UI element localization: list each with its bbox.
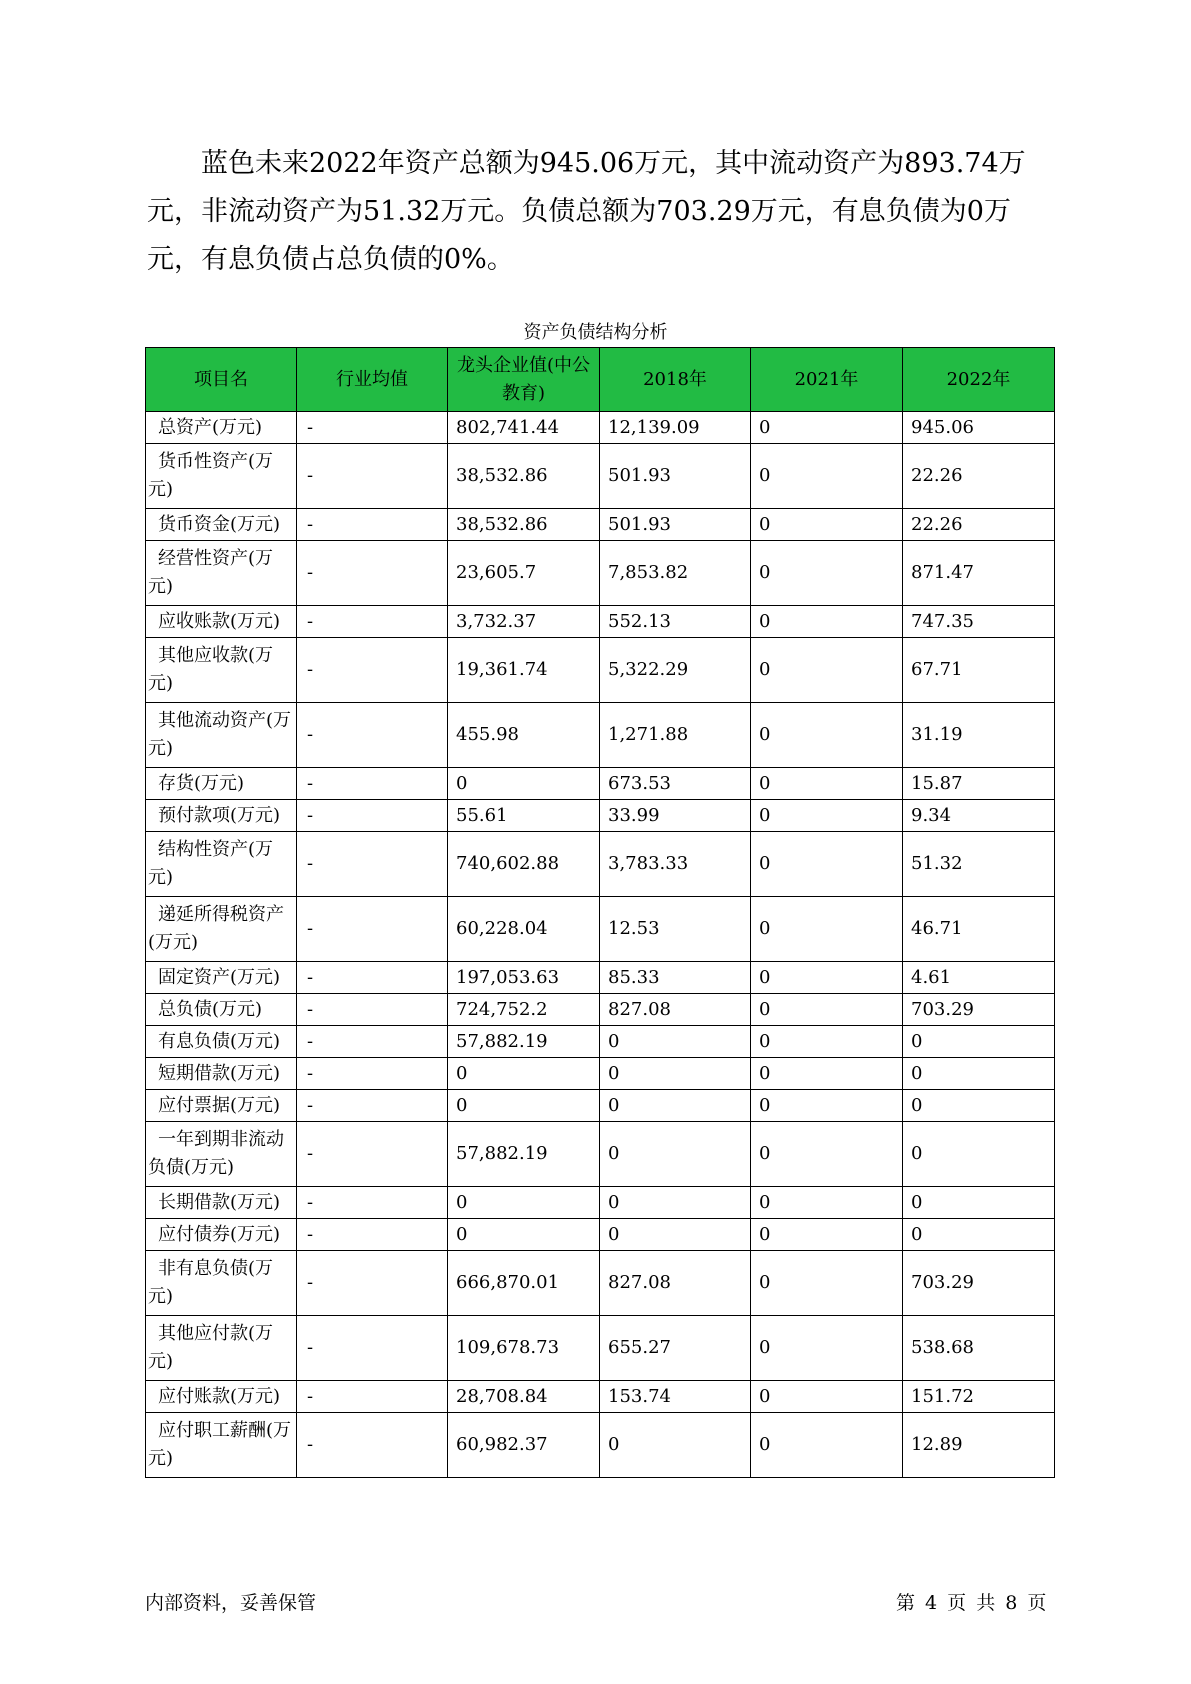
row-label: 货币资金(万元) — [146, 509, 297, 541]
industry-average-cell: - — [297, 638, 448, 703]
value-2022-cell: 22.26 — [903, 509, 1055, 541]
table-row — [146, 962, 1055, 994]
value-2022-cell: 0 — [903, 1090, 1055, 1122]
leader-value-cell: 666,870.01 — [448, 1251, 600, 1316]
table-body — [146, 412, 1055, 1478]
row-label: 其他流动资产(万元) — [146, 703, 297, 768]
footer-page-number: 第 4 页 共 8 页 — [896, 1592, 1047, 1614]
leader-value-cell: 57,882.19 — [448, 1122, 600, 1187]
leader-value-cell: 55.61 — [448, 800, 600, 832]
industry-average-cell: - — [297, 1058, 448, 1090]
industry-average-cell: - — [297, 444, 448, 509]
value-2021-cell: 0 — [751, 800, 903, 832]
leader-value-cell: 0 — [448, 1090, 600, 1122]
industry-average-cell: - — [297, 897, 448, 962]
value-2018-cell: 0 — [600, 1219, 751, 1251]
value-2018-cell: 655.27 — [600, 1316, 751, 1381]
value-2022-cell: 0 — [903, 1187, 1055, 1219]
value-2018-cell: 0 — [600, 1187, 751, 1219]
leader-value-cell: 0 — [448, 1219, 600, 1251]
industry-average-cell: - — [297, 994, 448, 1026]
value-2022-cell: 871.47 — [903, 541, 1055, 606]
value-2018-cell: 7,853.82 — [600, 541, 751, 606]
value-2021-cell: 0 — [751, 897, 903, 962]
value-2021-cell: 0 — [751, 412, 903, 444]
value-2018-cell: 1,271.88 — [600, 703, 751, 768]
row-label: 应付职工薪酬(万元) — [146, 1413, 297, 1478]
value-2022-cell: 151.72 — [903, 1381, 1055, 1413]
row-label: 应付票据(万元) — [146, 1090, 297, 1122]
row-label: 货币性资产(万元) — [146, 444, 297, 509]
header-leader-value: 龙头企业值(中公教育) — [448, 348, 600, 412]
header-year-2018: 2018年 — [600, 348, 751, 412]
value-2018-cell: 12,139.09 — [600, 412, 751, 444]
leader-value-cell: 3,732.37 — [448, 606, 600, 638]
value-2021-cell: 0 — [751, 509, 903, 541]
header-item-name: 项目名 — [146, 348, 297, 412]
leader-value-cell: 38,532.86 — [448, 509, 600, 541]
industry-average-cell: - — [297, 1251, 448, 1316]
value-2018-cell: 12.53 — [600, 897, 751, 962]
value-2022-cell: 0 — [903, 1026, 1055, 1058]
row-label: 其他应付款(万元) — [146, 1316, 297, 1381]
value-2021-cell: 0 — [751, 1381, 903, 1413]
footer-confidential-note: 内部资料，妥善保管 — [145, 1592, 317, 1614]
leader-value-cell: 38,532.86 — [448, 444, 600, 509]
header-year-2022: 2022年 — [903, 348, 1055, 412]
value-2018-cell: 0 — [600, 1413, 751, 1478]
table-row — [146, 1090, 1055, 1122]
leader-value-cell: 0 — [448, 1187, 600, 1219]
value-2022-cell: 0 — [903, 1219, 1055, 1251]
industry-average-cell: - — [297, 509, 448, 541]
balance-sheet-table — [145, 347, 1055, 1478]
table-row — [146, 1122, 1055, 1187]
value-2018-cell: 0 — [600, 1090, 751, 1122]
value-2021-cell: 0 — [751, 703, 903, 768]
leader-value-cell: 60,982.37 — [448, 1413, 600, 1478]
value-2021-cell: 0 — [751, 1122, 903, 1187]
value-2021-cell: 0 — [751, 1058, 903, 1090]
leader-value-cell: 109,678.73 — [448, 1316, 600, 1381]
value-2018-cell: 85.33 — [600, 962, 751, 994]
value-2018-cell: 827.08 — [600, 994, 751, 1026]
row-label: 短期借款(万元) — [146, 1058, 297, 1090]
industry-average-cell: - — [297, 703, 448, 768]
value-2018-cell: 3,783.33 — [600, 832, 751, 897]
value-2021-cell: 0 — [751, 962, 903, 994]
value-2021-cell: 0 — [751, 1413, 903, 1478]
table-row — [146, 1219, 1055, 1251]
summary-paragraph: 蓝色未来2022年资产总额为945.06万元，其中流动资产为893.74万元，非流动资产为51.32万元。负债总额为703.29万元，有息负债为0万元，有息负债占总负债的0%。 — [147, 148, 1026, 275]
leader-value-cell: 802,741.44 — [448, 412, 600, 444]
leader-value-cell: 19,361.74 — [448, 638, 600, 703]
table-row — [146, 832, 1055, 897]
row-label: 长期借款(万元) — [146, 1187, 297, 1219]
value-2022-cell: 945.06 — [903, 412, 1055, 444]
table-row — [146, 412, 1055, 444]
leader-value-cell: 57,882.19 — [448, 1026, 600, 1058]
value-2021-cell: 0 — [751, 1187, 903, 1219]
row-label: 存货(万元) — [146, 768, 297, 800]
value-2018-cell: 153.74 — [600, 1381, 751, 1413]
table-row — [146, 897, 1055, 962]
value-2018-cell: 0 — [600, 1122, 751, 1187]
value-2018-cell: 0 — [600, 1026, 751, 1058]
table-row — [146, 1251, 1055, 1316]
industry-average-cell: - — [297, 800, 448, 832]
row-label: 有息负债(万元) — [146, 1026, 297, 1058]
row-label: 应付债券(万元) — [146, 1219, 297, 1251]
table-row — [146, 768, 1055, 800]
row-label: 一年到期非流动负债(万元) — [146, 1122, 297, 1187]
table-row — [146, 444, 1055, 509]
value-2021-cell: 0 — [751, 1090, 903, 1122]
industry-average-cell: - — [297, 412, 448, 444]
row-label: 经营性资产(万元) — [146, 541, 297, 606]
leader-value-cell: 455.98 — [448, 703, 600, 768]
value-2022-cell: 12.89 — [903, 1413, 1055, 1478]
table-row — [146, 541, 1055, 606]
value-2021-cell: 0 — [751, 1316, 903, 1381]
row-label: 递延所得税资产(万元) — [146, 897, 297, 962]
value-2021-cell: 0 — [751, 1219, 903, 1251]
value-2018-cell: 827.08 — [600, 1251, 751, 1316]
value-2022-cell: 703.29 — [903, 994, 1055, 1026]
table-row — [146, 703, 1055, 768]
value-2018-cell: 0 — [600, 1058, 751, 1090]
table-row — [146, 606, 1055, 638]
value-2018-cell: 5,322.29 — [600, 638, 751, 703]
value-2021-cell: 0 — [751, 541, 903, 606]
value-2018-cell: 552.13 — [600, 606, 751, 638]
value-2021-cell: 0 — [751, 1251, 903, 1316]
value-2018-cell: 33.99 — [600, 800, 751, 832]
value-2018-cell: 501.93 — [600, 509, 751, 541]
industry-average-cell: - — [297, 1187, 448, 1219]
table-row — [146, 1413, 1055, 1478]
industry-average-cell: - — [297, 1026, 448, 1058]
industry-average-cell: - — [297, 1219, 448, 1251]
header-industry-average: 行业均值 — [297, 348, 448, 412]
value-2018-cell: 501.93 — [600, 444, 751, 509]
value-2022-cell: 9.34 — [903, 800, 1055, 832]
value-2022-cell: 51.32 — [903, 832, 1055, 897]
industry-average-cell: - — [297, 1316, 448, 1381]
leader-value-cell: 0 — [448, 1058, 600, 1090]
value-2021-cell: 0 — [751, 832, 903, 897]
value-2018-cell: 673.53 — [600, 768, 751, 800]
industry-average-cell: - — [297, 1122, 448, 1187]
value-2022-cell: 4.61 — [903, 962, 1055, 994]
row-label: 应收账款(万元) — [146, 606, 297, 638]
value-2021-cell: 0 — [751, 606, 903, 638]
leader-value-cell: 740,602.88 — [448, 832, 600, 897]
value-2021-cell: 0 — [751, 768, 903, 800]
industry-average-cell: - — [297, 606, 448, 638]
leader-value-cell: 23,605.7 — [448, 541, 600, 606]
table-row — [146, 1187, 1055, 1219]
value-2021-cell: 0 — [751, 444, 903, 509]
value-2022-cell: 31.19 — [903, 703, 1055, 768]
row-label: 总负债(万元) — [146, 994, 297, 1026]
industry-average-cell: - — [297, 962, 448, 994]
value-2022-cell: 22.26 — [903, 444, 1055, 509]
value-2022-cell: 67.71 — [903, 638, 1055, 703]
industry-average-cell: - — [297, 768, 448, 800]
leader-value-cell: 0 — [448, 768, 600, 800]
value-2022-cell: 703.29 — [903, 1251, 1055, 1316]
value-2022-cell: 747.35 — [903, 606, 1055, 638]
leader-value-cell: 197,053.63 — [448, 962, 600, 994]
value-2021-cell: 0 — [751, 1026, 903, 1058]
table-row — [146, 1316, 1055, 1381]
industry-average-cell: - — [297, 1413, 448, 1478]
industry-average-cell: - — [297, 1090, 448, 1122]
header-year-2021: 2021年 — [751, 348, 903, 412]
leader-value-cell: 28,708.84 — [448, 1381, 600, 1413]
table-row — [146, 1026, 1055, 1058]
leader-value-cell: 724,752.2 — [448, 994, 600, 1026]
table-row — [146, 509, 1055, 541]
value-2021-cell: 0 — [751, 638, 903, 703]
table-row — [146, 1381, 1055, 1413]
leader-value-cell: 60,228.04 — [448, 897, 600, 962]
industry-average-cell: - — [297, 541, 448, 606]
table-row — [146, 994, 1055, 1026]
table-header-row — [146, 348, 1055, 412]
row-label: 预付款项(万元) — [146, 800, 297, 832]
value-2022-cell: 15.87 — [903, 768, 1055, 800]
value-2022-cell: 46.71 — [903, 897, 1055, 962]
value-2022-cell: 538.68 — [903, 1316, 1055, 1381]
row-label: 应付账款(万元) — [146, 1381, 297, 1413]
table-row — [146, 800, 1055, 832]
row-label: 其他应收款(万元) — [146, 638, 297, 703]
industry-average-cell: - — [297, 1381, 448, 1413]
value-2021-cell: 0 — [751, 994, 903, 1026]
row-label: 总资产(万元) — [146, 412, 297, 444]
row-label: 固定资产(万元) — [146, 962, 297, 994]
table-caption: 资产负债结构分析 — [523, 322, 668, 343]
industry-average-cell: - — [297, 832, 448, 897]
row-label: 非有息负债(万元) — [146, 1251, 297, 1316]
table-row — [146, 638, 1055, 703]
table-row — [146, 1058, 1055, 1090]
row-label: 结构性资产(万元) — [146, 832, 297, 897]
value-2022-cell: 0 — [903, 1058, 1055, 1090]
value-2022-cell: 0 — [903, 1122, 1055, 1187]
